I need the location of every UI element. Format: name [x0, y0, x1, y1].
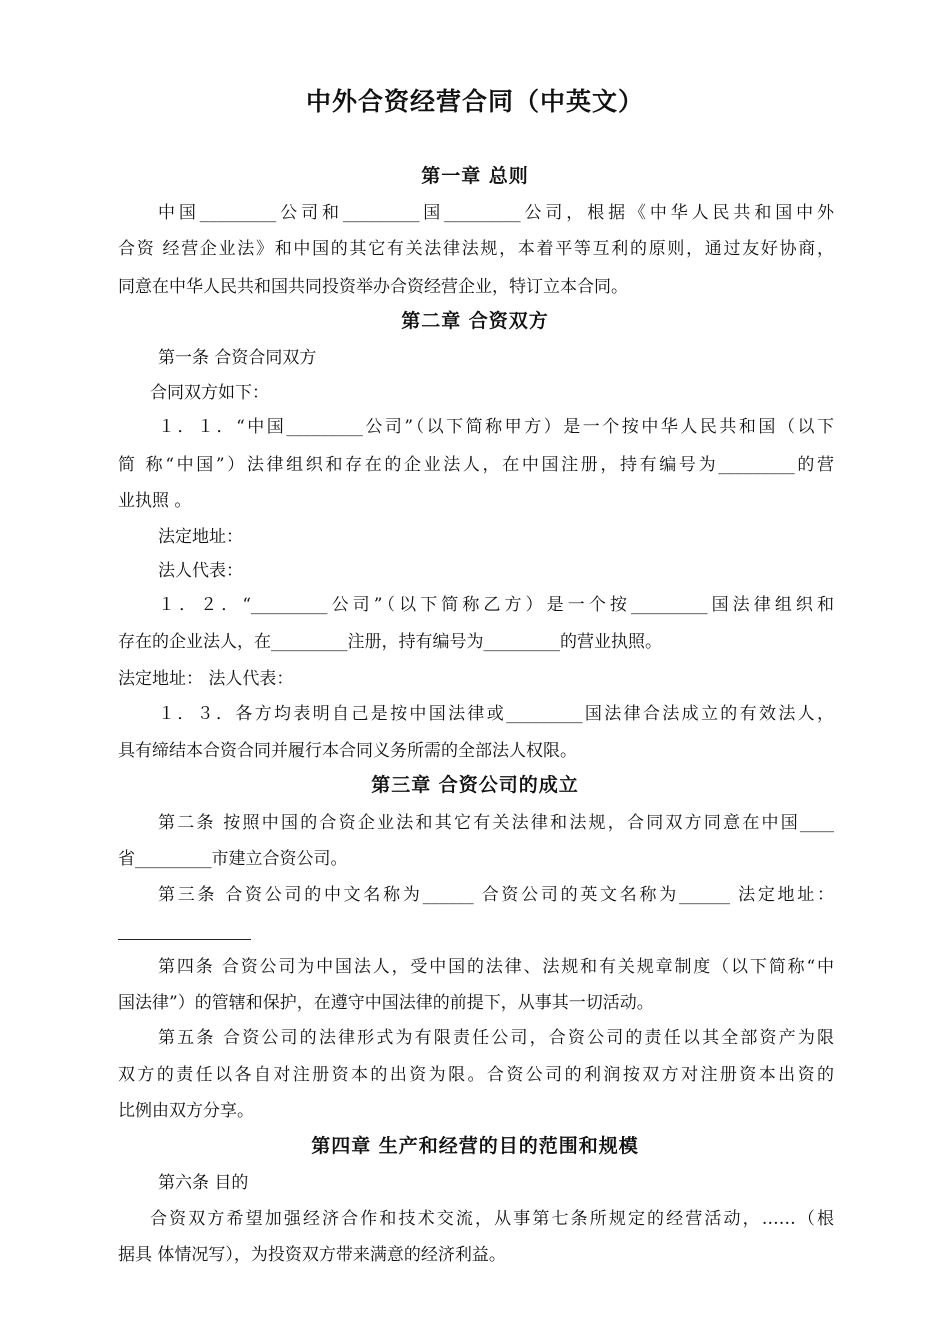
- paragraph-line: 同意在中华人民共和国共同投资举办合资经营企业，特订立本合同。: [118, 277, 628, 297]
- paragraph-line: 简 称“中国”）法律组织和存在的企业法人，在中国注册，持有编号为_________的营: [118, 455, 834, 475]
- paragraph-line: 国法律”）的管辖和保护，在遵守中国法律的前提下，从事其一切活动。: [118, 993, 654, 1013]
- paragraph-line: 比例由双方分享。: [118, 1101, 254, 1121]
- article-heading: 第一条 合资合同双方: [158, 348, 317, 368]
- paragraph-line: １．２．“_________公司”（以下简称乙方）是一个按_________国法律组织和: [158, 595, 834, 615]
- paragraph-line: １．３．各方均表明自己是按中国法律或_________国法律合法成立的有效法人，: [158, 704, 834, 724]
- paragraph-line: 第四条 合资公司为中国法人，受中国的法律、法规和有关规章制度（以下简称“中: [158, 957, 834, 977]
- article-heading: 第六条 目的: [158, 1173, 249, 1193]
- document-title: 中外合资经营合同（中英文）: [305, 87, 644, 116]
- paragraph-line: 据具 体情况写），为投资双方带来满意的经济利益。: [118, 1245, 506, 1265]
- chapter-2-heading: 第二章 合资双方: [401, 310, 549, 332]
- paragraph-line: 省_________市建立合资公司。: [118, 849, 348, 869]
- legal-address-label: 法定地址：: [158, 527, 243, 547]
- paragraph-line: 第二条 按照中国的合资企业法和其它有关法律和法规，合同双方同意在中国____: [158, 813, 834, 833]
- paragraph-line: 具有缔结本合资合同并履行本合同义务所需的全部法人权限。: [118, 741, 577, 761]
- chapter-4-heading: 第四章 生产和经营的目的范围和规模: [311, 1135, 639, 1157]
- paragraph-line: 存在的企业法人，在_________注册，持有编号为_________的营业执照。: [118, 632, 662, 652]
- paragraph-line: 合同双方如下：: [150, 383, 269, 403]
- paragraph-line: 合资双方希望加强经济合作和技术交流，从事第七条所规定的经营活动，……（根: [150, 1209, 834, 1229]
- chapter-3-heading: 第三章 合资公司的成立: [371, 774, 579, 796]
- address-representative-label: 法定地址： 法人代表：: [118, 669, 294, 689]
- paragraph-line: 第三条 合资公司的中文名称为______ 合资公司的英文名称为______ 法定地址：: [158, 885, 834, 905]
- paragraph-line: 业执照 。: [118, 491, 192, 511]
- paragraph-line: 中国_________公司和_________国_________公司，根据《中华人民共和国中外: [158, 203, 834, 223]
- blank-underline: [118, 939, 251, 940]
- paragraph-line: 第五条 合资公司的法律形式为有限责任公司，合资公司的责任以其全部资产为限: [158, 1028, 834, 1048]
- chapter-1-heading: 第一章 总则: [421, 165, 529, 187]
- paragraph-line: １．１．“中国_________公司”（以下简称甲方）是一个按中华人民共和国（以下: [158, 417, 834, 437]
- paragraph-line: 合资 经营企业法》和中国的其它有关法律法规，本着平等互利的原则，通过友好协商，: [118, 239, 834, 259]
- legal-representative-label: 法人代表：: [158, 561, 243, 581]
- paragraph-line: 双方的责任以各自对注册资本的出资为限。合资公司的利润按双方对注册资本出资的: [118, 1065, 834, 1085]
